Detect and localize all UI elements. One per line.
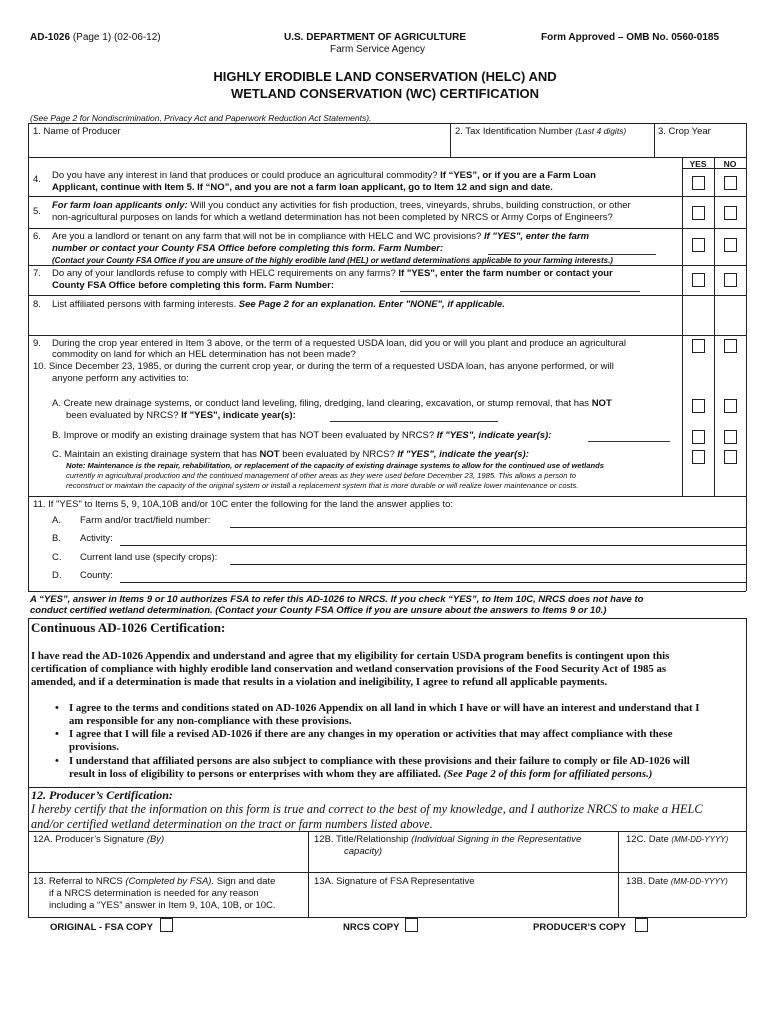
item4-question: Do you have any interest in land that produces or could produce an agricultural commodity? If “YES”, or if you are a Farm Loan xyxy=(52,170,596,181)
item10b-yes-checkbox[interactable] xyxy=(692,430,705,444)
producer-cert-line1: I hereby certify that the information on this form is true and correct to the best of my knowledge, and I authorize NRCS to make a HELC xyxy=(31,802,703,816)
item9-number: 9. xyxy=(33,338,41,349)
item5-question: For farm loan applicants only: Will you conduct any activities for fish production, trees, vineyards, shrubs, building construction, or other xyxy=(52,200,631,211)
item10b-year-input[interactable] xyxy=(588,441,670,442)
continuous-cert-p1: I have read the AD-1026 Appendix and understand and agree that my eligibility for certain USDA program benefits is contingent upon this xyxy=(31,650,670,662)
item11c-letter: C. xyxy=(52,552,62,563)
producer-date-field[interactable]: 12C. Date (MM-DD-YYYY) xyxy=(626,834,729,845)
agreement-bullet-3: I understand that affiliated persons are also subject to compliance with these provisions and their failure to comply or file AD-1026 will xyxy=(69,755,690,767)
item7-yes-checkbox[interactable] xyxy=(692,273,705,287)
no-column-header: NO xyxy=(723,159,737,169)
title-relationship-field[interactable]: 12B. Title/Relationship (Individual Signing in the Representative xyxy=(314,834,582,845)
agreement-bullet-3-cont: result in loss of eligibility to persons or enterprises with whom they are affiliated. (See Page 2 of this form for affiliated persons.) xyxy=(69,768,653,780)
item5-question-cont: non-agricultural purposes on lands for which a wetland determination has not been completed by NRCS or Army Corps of Engineers? xyxy=(52,212,613,223)
maintenance-note-line2: currently in agricultural production and the continued management of other areas as they were used before December 23, 1985. This allows a person to xyxy=(66,471,576,480)
item10a-question-cont: been evaluated by NRCS? If "YES", indicate year(s): xyxy=(66,410,296,421)
continuous-cert-p3: amended, and if a determination is made that results in a violation and ineligibility, I agree to refund all applicable payments. xyxy=(31,676,608,688)
fsa-signature-field[interactable]: 13A. Signature of FSA Representative xyxy=(314,876,475,887)
item9-question-cont: commodity on land for which an HEL determination has not been made? xyxy=(52,349,356,360)
fsa-date-field[interactable]: 13B. Date (MM-DD-YYYY) xyxy=(626,876,728,887)
item11b-label: Activity: xyxy=(80,533,113,544)
agreement-bullet-1-cont: am responsible for any non-compliance with these provisions. xyxy=(69,715,352,727)
item10a-yes-checkbox[interactable] xyxy=(692,399,705,413)
item6-number: 6. xyxy=(33,231,41,242)
tax-id-field[interactable] xyxy=(455,126,626,137)
producers-copy-label: PRODUCER’S COPY xyxy=(533,922,626,933)
tax-id-label: 2. Tax Identification Number xyxy=(455,126,573,137)
form-id: AD-1026 xyxy=(30,32,71,43)
item8-number: 8. xyxy=(33,299,41,310)
item10b-question: B. Improve or modify an existing drainage system that has NOT been evaluated by NRCS? If "YES", indicate year(s): xyxy=(52,430,552,441)
bullet-2-icon: • xyxy=(55,728,59,740)
item11a-label: Farm and/or tract/field number: xyxy=(80,515,211,526)
item10a-no-checkbox[interactable] xyxy=(724,399,737,413)
agreement-bullet-2-cont: provisions. xyxy=(69,741,119,753)
item4-yes-checkbox[interactable] xyxy=(692,176,705,190)
item4-no-checkbox[interactable] xyxy=(724,176,737,190)
yes-column-header: YES xyxy=(689,159,707,169)
form-page: (Page 1) (02-06-12) xyxy=(72,32,161,43)
item8-question: List affiliated persons with farming interests. See Page 2 for an explanation. Enter "NONE", if applicable. xyxy=(52,299,505,310)
producer-signature-field[interactable]: 12A. Producer’s Signature (By) xyxy=(33,834,165,845)
privacy-notice: (See Page 2 for Nondiscrimination, Privacy Act and Paperwork Reduction Act Statements). xyxy=(30,113,372,123)
omb-number: Form Approved – OMB No. 0560-0185 xyxy=(541,32,720,43)
agreement-bullet-2: I agree that I will file a revised AD-1026 if there are any changes in my operation or activities that may affect compliance with these xyxy=(69,728,673,740)
bullet-1-icon: • xyxy=(55,702,59,714)
referral-warning-line1: A “YES”, answer in Items 9 or 10 authorizes FSA to refer this AD-1026 to NRCS. If you check “YES”, to Item 10C, NRCS does not have to xyxy=(30,594,644,605)
nrcs-copy-checkbox[interactable] xyxy=(405,918,418,932)
maintenance-note-line1: Note: Maintenance is the repair, rehabilitation, or replacement of the capacity of existing drainage systems to allow for the continued use of wetlands xyxy=(66,461,605,470)
item10a-year-input[interactable] xyxy=(330,421,498,422)
nrcs-referral-label-line3: including a “YES” answer in Item 9, 10A, 10B, or 10C. xyxy=(49,900,276,911)
item8-affiliated-persons-input[interactable] xyxy=(52,311,680,333)
producer-name-field[interactable]: 1. Name of Producer xyxy=(33,126,121,137)
item6-note: (Contact your County FSA Office if you are unsure of the highly erodible land (HEL) or wetland determinations applicable to your farming interests.) xyxy=(52,256,613,265)
item6-no-checkbox[interactable] xyxy=(724,238,737,252)
item10-question-cont: anyone perform any activities to: xyxy=(52,373,189,384)
item11b-letter: B. xyxy=(52,533,61,544)
form-id-line xyxy=(30,32,161,43)
producers-copy-checkbox[interactable] xyxy=(635,918,648,932)
activity-input[interactable] xyxy=(120,530,746,545)
item7-farm-number-input[interactable] xyxy=(400,291,640,292)
item7-question: Do any of your landlords refuse to comply with HELC requirements on any farms? If "YES", enter the farm number or contact your xyxy=(52,268,613,279)
county-input[interactable] xyxy=(120,567,746,582)
nrcs-copy-label: NRCS COPY xyxy=(343,922,400,933)
item10c-no-checkbox[interactable] xyxy=(724,450,737,464)
nrcs-referral-label-line2: if a NRCS determination is needed for any reason xyxy=(49,888,259,899)
item11d-letter: D. xyxy=(52,570,62,581)
crop-year-field[interactable]: 3. Crop Year xyxy=(658,126,711,137)
item7-no-checkbox[interactable] xyxy=(724,273,737,287)
item7-instructions: County FSA Office before completing this form. Farm Number: xyxy=(52,280,335,291)
form-title-line2: WETLAND CONSERVATION (WC) CERTIFICATION xyxy=(230,86,540,101)
tax-id-note: (Last 4 digits) xyxy=(575,126,627,136)
item5-yes-checkbox[interactable] xyxy=(692,206,705,220)
item11d-label: County: xyxy=(80,570,113,581)
item6-yes-checkbox[interactable] xyxy=(692,238,705,252)
item5-number: 5. xyxy=(33,206,41,217)
producer-cert-line2: and/or certified wetland determination on the tract or farm numbers listed above. xyxy=(31,817,433,831)
item6-instructions: number or contact your County FSA Office before completing this form. Farm Number: xyxy=(52,243,444,254)
item9-question: During the crop year entered in Item 3 above, or the term of a requested USDA loan, did you or will you plant and produce an agricultural xyxy=(52,338,627,349)
item10b-no-checkbox[interactable] xyxy=(724,430,737,444)
item7-number: 7. xyxy=(33,268,41,279)
item10c-question: C. Maintain an existing drainage system that has NOT been evaluated by NRCS? If "YES", indicate the year(s): xyxy=(52,449,529,460)
item10c-yes-checkbox[interactable] xyxy=(692,450,705,464)
item6-question: Are you a landlord or tenant on any farm that will not be in compliance with HELC and WC provisions? If "YES", enter the farm xyxy=(52,231,590,242)
continuous-cert-title: Continuous AD-1026 Certification: xyxy=(31,620,226,635)
bullet-3-icon: • xyxy=(55,755,59,767)
maintenance-note-line3: reconstruct or maintain the capacity of the original system or install a replacement system that is more durable or will realize lower maintenance or costs. xyxy=(66,481,579,490)
item11a-letter: A. xyxy=(52,515,61,526)
item4-instructions: Applicant, continue with Item 5. If “NO”, and you are not a farm loan applicant, go to Item 12 and sign and date. xyxy=(52,182,553,193)
item10a-question: A. Create new drainage systems, or conduct land leveling, filing, dredging, land clearing, excavation, or stump removal, that has NOT xyxy=(52,398,612,409)
item11c-label: Current land use (specify crops): xyxy=(80,552,218,563)
referral-warning-line2: conduct certified wetland determination. (Contact your County FSA Office if you are unsure about the answers to Items 9 or 10.) xyxy=(30,605,607,616)
item4-number: 4. xyxy=(33,174,41,185)
original-fsa-copy-checkbox[interactable] xyxy=(160,918,173,932)
item5-no-checkbox[interactable] xyxy=(724,206,737,220)
farm-tract-field-input[interactable] xyxy=(230,512,746,527)
current-land-use-input[interactable] xyxy=(230,549,746,564)
title-relationship-note: capacity) xyxy=(344,846,383,857)
sub-agency: Farm Service Agency xyxy=(330,44,426,55)
item11-instructions: 11. If "YES" to Items 5, 9, 10A,10B and/or 10C enter the following for the land the answer applies to: xyxy=(33,499,454,510)
agreement-bullet-1: I agree to the terms and conditions stated on AD-1026 Appendix on all land in which I have or will have an interest and understand that I xyxy=(69,702,700,714)
item10-question: 10. Since December 23, 1985, or during the current crop year, or during the term of a requested USDA loan, has anyone performed, or will xyxy=(33,361,614,372)
item9-no-checkbox[interactable] xyxy=(724,339,737,353)
form-title-line1: HIGHLY ERODIBLE LAND CONSERVATION (HELC) AND xyxy=(213,69,557,84)
continuous-cert-p2: certification of compliance with highly erodible land conservation and wetland conservation provisions of the Food Security Act of 1985 as xyxy=(31,663,667,675)
item9-yes-checkbox[interactable] xyxy=(692,339,705,353)
nrcs-referral-label: 13. Referral to NRCS (Completed by FSA). Sign and date xyxy=(33,876,276,887)
agency-name: U.S. DEPARTMENT OF AGRICULTURE xyxy=(284,32,467,43)
original-fsa-copy-label: ORIGINAL - FSA COPY xyxy=(50,922,153,933)
producer-cert-title: 12. Producer’s Certification: xyxy=(31,788,173,802)
